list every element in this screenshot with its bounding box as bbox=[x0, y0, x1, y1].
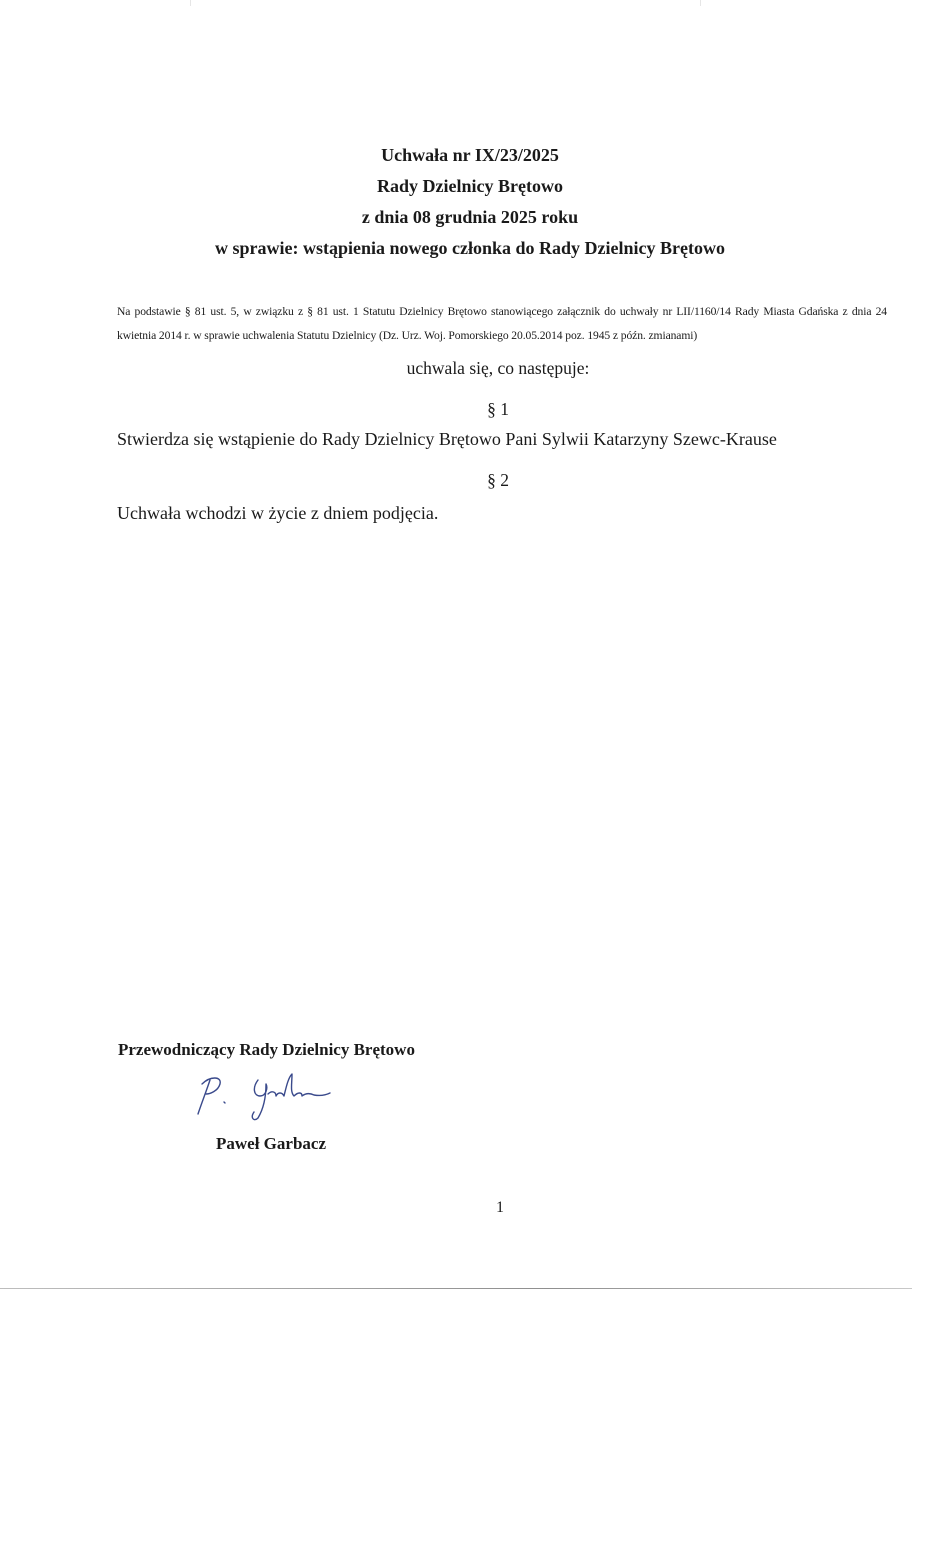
paragraph-1-text: Stwierdza się wstąpienie do Rady Dzielnicy Brętowo Pani Sylwii Katarzyny Szewc-Krause bbox=[117, 429, 777, 449]
scan-artifact bbox=[190, 0, 191, 6]
resolves-clause: uchwala się, co następuje: bbox=[406, 358, 590, 378]
paragraph-2-sign: § 2 bbox=[487, 470, 509, 490]
legal-basis: Na podstawie § 81 ust. 5, w związku z § 81 ust. 1 Statutu Dzielnicy Brętowo stanowiącego załącznik do uchwały nr LII/1160/14 Rady Miasta Gdańska z dnia 24 kwietnia 2014 r. w sprawie uchwalenia Statutu Dzielnicy (Dz. Urz. Woj. Pomorskiego 20.05.2014 poz. 1945 z późn. zmianami) bbox=[117, 305, 887, 342]
resolution-date: z dnia 08 grudnia 2025 roku bbox=[361, 207, 579, 227]
paragraph-2-text: Uchwała wchodzi w życie z dniem podjęcia. bbox=[117, 503, 439, 523]
handwritten-signature bbox=[180, 1066, 350, 1126]
signatory-title: Przewodniczący Rady Dzielnicy Brętowo bbox=[118, 1040, 415, 1059]
paragraph-1-sign: § 1 bbox=[487, 399, 509, 419]
scan-artifact bbox=[700, 0, 701, 6]
page-number: 1 bbox=[496, 1199, 504, 1216]
council-name: Rady Dzielnicy Brętowo bbox=[377, 176, 563, 196]
resolution-number: Uchwała nr IX/23/2025 bbox=[381, 145, 559, 165]
resolution-header bbox=[0, 140, 940, 264]
signatory-name: Paweł Garbacz bbox=[216, 1134, 326, 1153]
scan-page-edge bbox=[0, 1288, 912, 1289]
resolution-subject: w sprawie: wstąpienia nowego członka do Rady Dzielnicy Brętowo bbox=[215, 238, 725, 258]
